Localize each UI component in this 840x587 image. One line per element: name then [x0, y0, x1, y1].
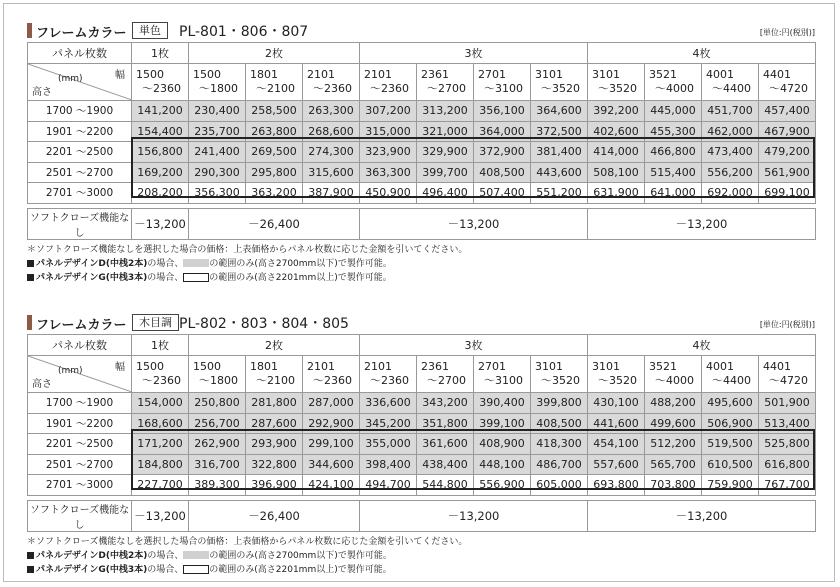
- price-row: [28, 393, 816, 414]
- price-cell: 399,700: [417, 162, 474, 183]
- price-cell: 519,500: [702, 434, 759, 455]
- frame-color-tag: 木目調: [132, 314, 179, 331]
- price-cell: 307,200: [360, 101, 417, 122]
- price-cell: 241,400: [189, 142, 246, 163]
- price-cell: 356,100: [474, 101, 531, 122]
- soft-close-value: －13,200: [588, 500, 816, 531]
- price-cell: 208,200: [132, 183, 189, 204]
- panel-count-label: パネル枚数: [28, 43, 132, 64]
- notes: [27, 535, 815, 577]
- price-cell: 287,600: [246, 413, 303, 434]
- price-cell: 767,700: [759, 475, 816, 496]
- header-row-widths: [28, 64, 816, 101]
- price-cell: 269,500: [246, 142, 303, 163]
- width-to: ～3100: [484, 82, 524, 95]
- price-row: [28, 101, 816, 122]
- price-cell: 565,700: [645, 454, 702, 475]
- width-range-12: [759, 356, 816, 393]
- price-cell: 263,800: [246, 121, 303, 142]
- price-cell: 525,800: [759, 434, 816, 455]
- design-d-label: パネルデザインD(中桟2本): [36, 258, 148, 269]
- bullet-square-icon: [27, 274, 34, 281]
- price-cell: 506,900: [702, 413, 759, 434]
- width-range-4: [303, 64, 360, 101]
- width-label: 幅: [115, 362, 125, 373]
- width-range-7: [474, 356, 531, 393]
- price-cell: 512,200: [645, 434, 702, 455]
- price-cell: 396,900: [246, 475, 303, 496]
- price-cell: 336,600: [360, 393, 417, 414]
- price-row: [28, 434, 816, 455]
- unit-label: [単位:円(税別)]: [759, 28, 815, 37]
- section-title: フレームカラー: [36, 318, 127, 333]
- price-cell: 299,100: [303, 434, 360, 455]
- price-cell: 293,900: [246, 434, 303, 455]
- price-table-wrap: [27, 42, 815, 204]
- frame-color-tag: 単色: [132, 22, 168, 39]
- width-range-8: [531, 356, 588, 393]
- soft-close-table: [27, 208, 816, 240]
- price-row: [28, 183, 816, 204]
- price-cell: 418,300: [531, 434, 588, 455]
- gray-swatch-icon: [183, 259, 209, 267]
- height-label: 高さ: [32, 87, 52, 98]
- price-cell: 462,000: [702, 121, 759, 142]
- width-range-10: [645, 356, 702, 393]
- soft-close-value: －26,400: [189, 500, 360, 531]
- width-range-5: [360, 64, 417, 101]
- header-row-panels: [28, 43, 816, 64]
- header-accent-bar: [27, 315, 32, 330]
- width-to: ～3520: [541, 374, 581, 387]
- price-cell: 457,400: [759, 101, 816, 122]
- height-label: 高さ: [32, 379, 52, 390]
- price-cell: 323,900: [360, 142, 417, 163]
- note-text: の場合、: [147, 564, 184, 575]
- panel-group-2: 2枚: [189, 43, 360, 64]
- price-cell: 454,100: [588, 434, 645, 455]
- price-cell: 445,000: [645, 101, 702, 122]
- price-section-1: [27, 20, 815, 285]
- price-cell: 408,900: [474, 434, 531, 455]
- price-cell: 507,400: [474, 183, 531, 204]
- price-cell: 544,800: [417, 475, 474, 496]
- bullet-square-icon: [27, 566, 34, 573]
- mm-label: (mm): [58, 74, 83, 84]
- unit-label: [単位:円(税別)]: [759, 320, 815, 329]
- price-cell: 631,900: [588, 183, 645, 204]
- note-text: の範囲のみ(高さ2700mm以下)で製作可能。: [209, 258, 392, 269]
- mm-label: (mm): [58, 366, 83, 376]
- height-range: 1700 ～1900: [28, 393, 132, 414]
- price-cell: 556,900: [474, 475, 531, 496]
- soft-close-row: [28, 208, 816, 239]
- price-section-2: [27, 312, 815, 577]
- price-cell: 486,700: [531, 454, 588, 475]
- width-from: 4401: [763, 360, 792, 373]
- price-cell: 364,600: [531, 101, 588, 122]
- soft-close-label: ソフトクローズ機能なし: [28, 208, 132, 239]
- note-text: の範囲のみ(高さ2201mm以上)で製作可能。: [209, 272, 392, 283]
- width-range-6: [417, 64, 474, 101]
- price-row: [28, 142, 816, 163]
- price-cell: 494,700: [360, 475, 417, 496]
- soft-close-label: ソフトクローズ機能なし: [28, 500, 132, 531]
- section-header: [27, 312, 815, 334]
- price-cell: 501,900: [759, 393, 816, 414]
- width-from: 1801: [250, 360, 278, 373]
- price-cell: 345,200: [360, 413, 417, 434]
- price-cell: 399,100: [474, 413, 531, 434]
- price-cell: 168,600: [132, 413, 189, 434]
- note-text: の場合、: [147, 272, 184, 283]
- price-cell: 390,400: [474, 393, 531, 414]
- price-cell: 363,300: [360, 162, 417, 183]
- width-to: ～1800: [199, 82, 238, 95]
- height-range: 2701 ～3000: [28, 475, 132, 496]
- panel-group-1: 1枚: [132, 335, 189, 356]
- price-cell: 322,800: [246, 454, 303, 475]
- width-from: 1500: [193, 360, 221, 373]
- price-cell: 274,300: [303, 142, 360, 163]
- width-range-8: [531, 64, 588, 101]
- bullet-square-icon: [27, 552, 34, 559]
- price-cell: 287,000: [303, 393, 360, 414]
- width-from: 2361: [421, 68, 450, 81]
- width-range-12: [759, 64, 816, 101]
- price-table: [27, 334, 816, 496]
- bullet-square-icon: [27, 260, 34, 267]
- panel-group-1: 1枚: [132, 43, 189, 64]
- price-cell: 402,600: [588, 121, 645, 142]
- price-cell: 551,200: [531, 183, 588, 204]
- price-cell: 372,500: [531, 121, 588, 142]
- price-cell: 256,700: [189, 413, 246, 434]
- price-cell: 448,100: [474, 454, 531, 475]
- width-range-6: [417, 356, 474, 393]
- price-cell: 424,100: [303, 475, 360, 496]
- price-cell: 169,200: [132, 162, 189, 183]
- width-from: 2101: [307, 68, 335, 81]
- price-cell: 441,600: [588, 413, 645, 434]
- width-from: 3521: [649, 68, 678, 81]
- note-design-d: [27, 549, 815, 563]
- price-cell: 351,800: [417, 413, 474, 434]
- price-cell: 438,400: [417, 454, 474, 475]
- width-from: 2361: [421, 360, 450, 373]
- price-cell: 392,200: [588, 101, 645, 122]
- width-to: ～2360: [142, 82, 181, 95]
- width-from: 1801: [250, 68, 278, 81]
- panel-group-4: 4枚: [588, 43, 816, 64]
- width-from: 1500: [136, 360, 164, 373]
- price-cell: 227,700: [132, 475, 189, 496]
- soft-close-value: －13,200: [360, 208, 588, 239]
- gray-swatch-icon: [183, 551, 209, 559]
- soft-close-value: －13,200: [360, 500, 588, 531]
- width-to: ～1800: [199, 374, 238, 387]
- price-cell: 329,900: [417, 142, 474, 163]
- design-g-label: パネルデザインG(中桟3本): [36, 272, 148, 283]
- height-range: 2501 ～2700: [28, 454, 132, 475]
- price-cell: 235,700: [189, 121, 246, 142]
- width-from: 3101: [535, 360, 564, 373]
- price-cell: 268,600: [303, 121, 360, 142]
- height-range: 2201 ～2500: [28, 142, 132, 163]
- note-text: の場合、: [147, 550, 184, 561]
- price-cell: 262,900: [189, 434, 246, 455]
- price-row: [28, 121, 816, 142]
- width-to: ～2700: [427, 82, 467, 95]
- price-cell: 430,100: [588, 393, 645, 414]
- corner-cell: [28, 356, 132, 393]
- width-to: ～3520: [598, 82, 638, 95]
- section-title: フレームカラー: [36, 26, 127, 41]
- panel-group-2: 2枚: [189, 335, 360, 356]
- price-cell: 356,300: [189, 183, 246, 204]
- price-cell: 184,800: [132, 454, 189, 475]
- price-cell: 364,000: [474, 121, 531, 142]
- width-range-9: [588, 356, 645, 393]
- price-cell: 473,400: [702, 142, 759, 163]
- soft-close-value: －13,200: [132, 500, 189, 531]
- notes: [27, 243, 815, 285]
- width-range-9: [588, 64, 645, 101]
- price-cell: 466,800: [645, 142, 702, 163]
- price-cell: 315,000: [360, 121, 417, 142]
- width-to: ～2360: [313, 374, 352, 387]
- price-row: [28, 454, 816, 475]
- price-cell: 363,200: [246, 183, 303, 204]
- height-range: 2201 ～2500: [28, 434, 132, 455]
- width-to: ～2100: [256, 82, 295, 95]
- price-cell: 387,900: [303, 183, 360, 204]
- width-to: ～2360: [370, 82, 410, 95]
- width-range-5: [360, 356, 417, 393]
- price-cell: 355,000: [360, 434, 417, 455]
- corner-cell: [28, 64, 132, 101]
- price-cell: 408,500: [474, 162, 531, 183]
- width-range-4: [303, 356, 360, 393]
- panel-group-3: 3枚: [360, 43, 588, 64]
- price-cell: 467,900: [759, 121, 816, 142]
- price-cell: 699,100: [759, 183, 816, 204]
- price-cell: 556,200: [702, 162, 759, 183]
- width-range-2: [189, 64, 246, 101]
- price-cell: 372,900: [474, 142, 531, 163]
- price-cell: 315,600: [303, 162, 360, 183]
- price-cell: 414,000: [588, 142, 645, 163]
- note-design-d: [27, 257, 815, 271]
- note-soft-close: ＊ソフトクローズ機能なしを選択した場合の価格：上表価格からパネル枚数に応じた金額を引いてください。: [27, 244, 468, 255]
- price-cell: 343,200: [417, 393, 474, 414]
- height-range: 1901 ～2200: [28, 121, 132, 142]
- width-from: 4401: [763, 68, 792, 81]
- width-to: ～4000: [655, 82, 695, 95]
- price-cell: 399,800: [531, 393, 588, 414]
- price-cell: 381,400: [531, 142, 588, 163]
- price-table-wrap: [27, 334, 815, 496]
- price-cell: 508,100: [588, 162, 645, 183]
- width-to: ～2360: [142, 374, 181, 387]
- height-range: 2701 ～3000: [28, 183, 132, 204]
- width-range-7: [474, 64, 531, 101]
- price-cell: 451,700: [702, 101, 759, 122]
- width-to: ～3520: [541, 82, 581, 95]
- price-cell: 171,200: [132, 434, 189, 455]
- price-cell: 141,200: [132, 101, 189, 122]
- width-range-3: [246, 356, 303, 393]
- width-from: 1500: [136, 68, 164, 81]
- width-range-10: [645, 64, 702, 101]
- soft-close-value: －13,200: [588, 208, 816, 239]
- design-g-label: パネルデザインG(中桟3本): [36, 564, 148, 575]
- price-cell: 557,600: [588, 454, 645, 475]
- width-label: 幅: [115, 70, 125, 81]
- price-cell: 513,400: [759, 413, 816, 434]
- width-range-11: [702, 356, 759, 393]
- width-from: 2101: [307, 360, 335, 373]
- note-text: の範囲のみ(高さ2700mm以下)で製作可能。: [209, 550, 392, 561]
- price-row: [28, 475, 816, 496]
- price-cell: 263,300: [303, 101, 360, 122]
- width-from: 3101: [592, 360, 621, 373]
- width-range-3: [246, 64, 303, 101]
- price-cell: 499,600: [645, 413, 702, 434]
- price-cell: 616,800: [759, 454, 816, 475]
- width-from: 2101: [364, 360, 393, 373]
- width-to: ～2700: [427, 374, 467, 387]
- price-cell: 561,900: [759, 162, 816, 183]
- price-cell: 408,500: [531, 413, 588, 434]
- width-from: 2701: [478, 68, 507, 81]
- note-soft-close: ＊ソフトクローズ機能なしを選択した場合の価格：上表価格からパネル枚数に応じた金額を引いてください。: [27, 536, 468, 547]
- price-cell: 455,300: [645, 121, 702, 142]
- price-table: [27, 42, 816, 204]
- price-cell: 295,800: [246, 162, 303, 183]
- price-cell: 496,400: [417, 183, 474, 204]
- width-from: 2101: [364, 68, 393, 81]
- price-cell: 154,000: [132, 393, 189, 414]
- price-cell: 292,900: [303, 413, 360, 434]
- price-cell: 605,000: [531, 475, 588, 496]
- width-from: 3521: [649, 360, 678, 373]
- price-cell: 290,300: [189, 162, 246, 183]
- price-cell: 488,200: [645, 393, 702, 414]
- price-cell: 156,800: [132, 142, 189, 163]
- model-number: PL-802・803・804・805: [179, 316, 349, 332]
- price-cell: 344,600: [303, 454, 360, 475]
- width-to: ～3520: [598, 374, 638, 387]
- soft-close-value: －13,200: [132, 208, 189, 239]
- price-cell: 759,900: [702, 475, 759, 496]
- width-to: ～4720: [769, 82, 809, 95]
- height-range: 1901 ～2200: [28, 413, 132, 434]
- price-cell: 281,800: [246, 393, 303, 414]
- width-to: ～3100: [484, 374, 524, 387]
- width-to: ～4720: [769, 374, 809, 387]
- panel-group-3: 3枚: [360, 335, 588, 356]
- height-range: 2501 ～2700: [28, 162, 132, 183]
- note-text: の範囲のみ(高さ2201mm以上)で製作可能。: [209, 564, 392, 575]
- width-range-11: [702, 64, 759, 101]
- price-cell: 515,400: [645, 162, 702, 183]
- width-range-2: [189, 356, 246, 393]
- model-number: PL-801・806・807: [179, 24, 309, 40]
- price-cell: 495,600: [702, 393, 759, 414]
- price-cell: 389,300: [189, 475, 246, 496]
- height-range: 1700 ～1900: [28, 101, 132, 122]
- price-cell: 641,000: [645, 183, 702, 204]
- price-cell: 450,900: [360, 183, 417, 204]
- price-cell: 230,400: [189, 101, 246, 122]
- width-to: ～4400: [712, 82, 752, 95]
- price-cell: 316,700: [189, 454, 246, 475]
- soft-close-table: [27, 500, 816, 532]
- panel-group-4: 4枚: [588, 335, 816, 356]
- width-to: ～4000: [655, 374, 695, 387]
- price-row: [28, 413, 816, 434]
- note-design-g: [27, 271, 815, 285]
- header-row-panels: [28, 335, 816, 356]
- price-cell: 361,600: [417, 434, 474, 455]
- width-from: 3101: [535, 68, 564, 81]
- width-to: ～2360: [313, 82, 352, 95]
- section-header: [27, 20, 815, 42]
- price-row: [28, 162, 816, 183]
- width-to: ～2360: [370, 374, 410, 387]
- width-from: 4001: [706, 360, 735, 373]
- price-cell: 250,800: [189, 393, 246, 414]
- header-row-widths: [28, 356, 816, 393]
- soft-close-row: [28, 500, 816, 531]
- outline-swatch-icon: [183, 565, 209, 574]
- design-d-label: パネルデザインD(中桟2本): [36, 550, 148, 561]
- width-from: 3101: [592, 68, 621, 81]
- width-to: ～4400: [712, 374, 752, 387]
- panel-count-label: パネル枚数: [28, 335, 132, 356]
- note-text: の場合、: [147, 258, 184, 269]
- price-cell: 610,500: [702, 454, 759, 475]
- price-cell: 479,200: [759, 142, 816, 163]
- price-cell: 703,800: [645, 475, 702, 496]
- note-design-g: [27, 563, 815, 577]
- width-from: 2701: [478, 360, 507, 373]
- width-range-1: [132, 356, 189, 393]
- header-accent-bar: [27, 23, 32, 38]
- width-from: 1500: [193, 68, 221, 81]
- price-cell: 313,200: [417, 101, 474, 122]
- price-cell: 692,000: [702, 183, 759, 204]
- price-cell: 443,600: [531, 162, 588, 183]
- width-range-1: [132, 64, 189, 101]
- price-cell: 398,400: [360, 454, 417, 475]
- price-cell: 321,000: [417, 121, 474, 142]
- price-cell: 693,800: [588, 475, 645, 496]
- width-from: 4001: [706, 68, 735, 81]
- soft-close-value: －26,400: [189, 208, 360, 239]
- price-cell: 154,400: [132, 121, 189, 142]
- width-to: ～2100: [256, 374, 295, 387]
- outline-swatch-icon: [183, 273, 209, 282]
- price-cell: 258,500: [246, 101, 303, 122]
